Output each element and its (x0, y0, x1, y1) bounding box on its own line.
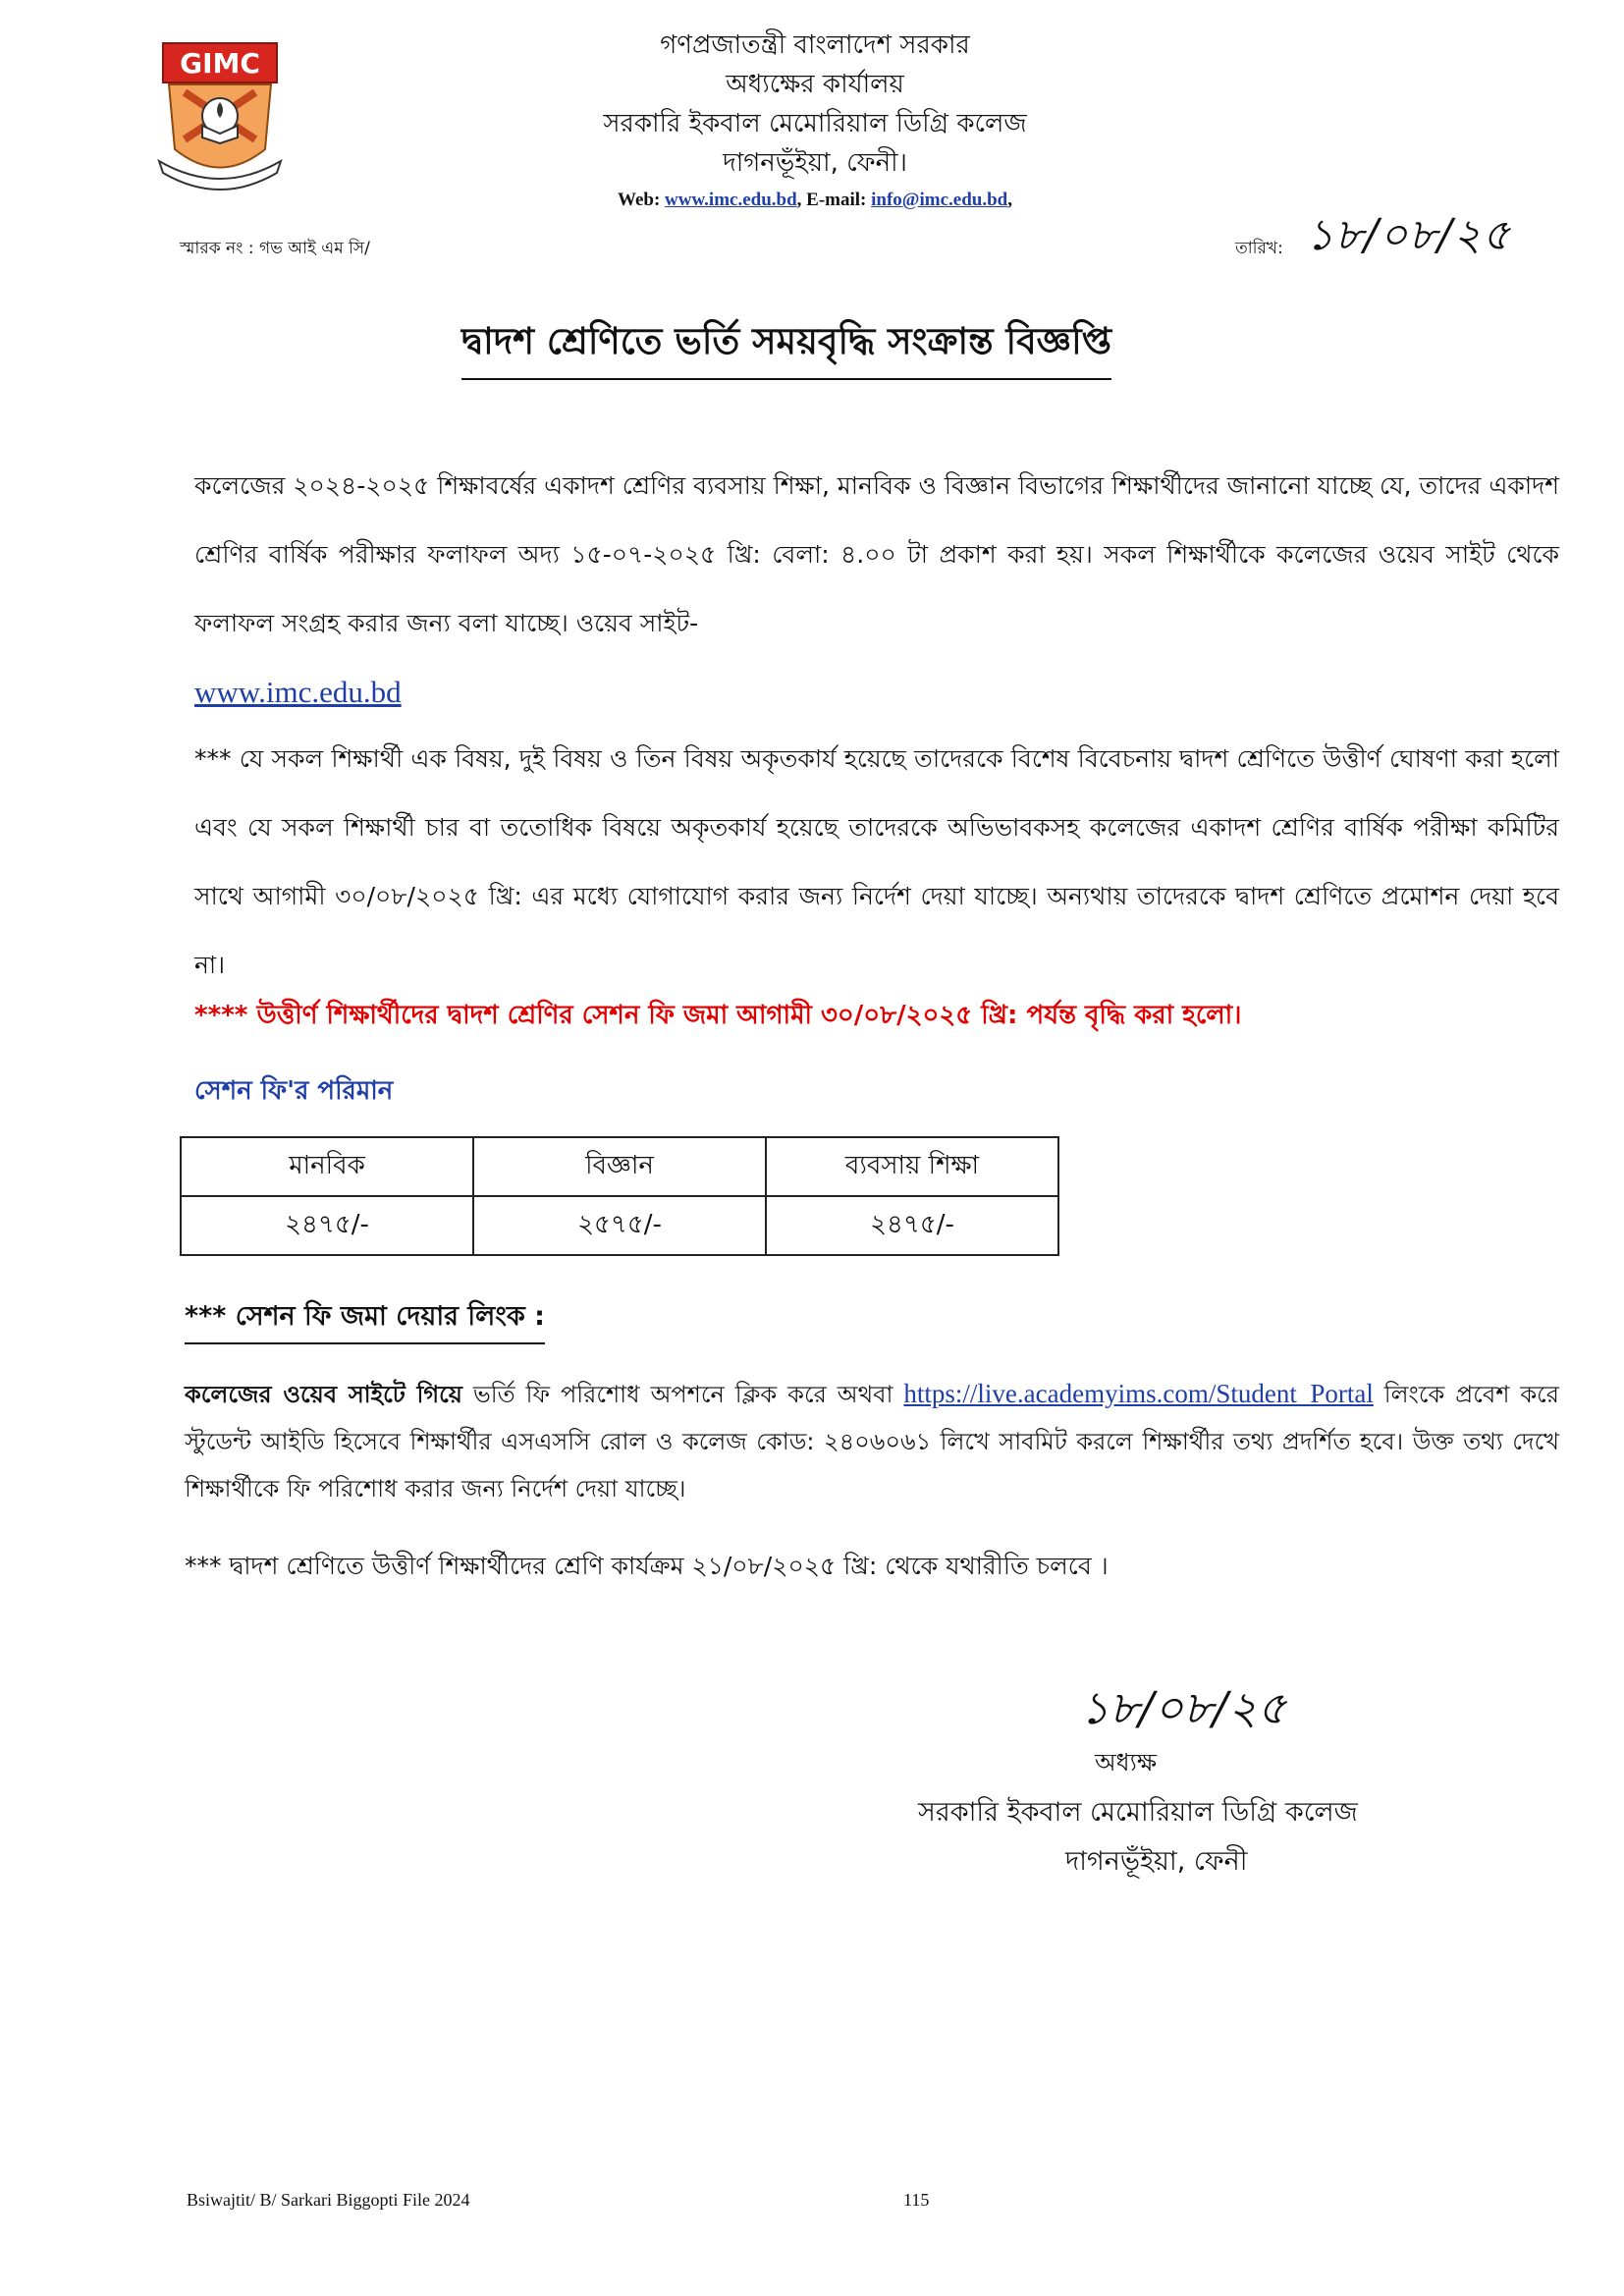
payment-intro: কলেজের ওয়েব সাইটে গিয়ে (185, 1381, 462, 1408)
file-reference: Bsiwajtit/ B/ Sarkari Biggopti File 2024 (187, 2190, 470, 2210)
college-crest-icon (155, 24, 285, 196)
student-portal-link[interactable]: https://live.academyims.com/Student_Portal (903, 1379, 1374, 1408)
letterhead (550, 26, 1080, 214)
fee-table (180, 1136, 1059, 1256)
office-name: অধ্যক্ষের কার্যালয় (726, 70, 904, 99)
signature-place: দাগনভূঁইয়া, ফেনী (1065, 1846, 1248, 1877)
notice-title: দ্বাদশ শ্রেণিতে ভর্তি সময়বৃদ্ধি সংক্রান্ত বিজ্ঞপ্তি (461, 312, 1111, 380)
contact-line (550, 187, 1080, 214)
result-paragraph-text: কলেজের ২০২৪-২০২৫ শিক্ষাবর্ষের একাদশ শ্রেণির ব্যবসায় শিক্ষা, মানবিক ও বিজ্ঞান বিভাগের শিক্ষার্থীদের জানানো যাচ্ছে যে, তাদের একাদশ শ্রেণির বার্ষিক পরীক্ষার ফলাফল অদ্য ১৫-০৭-২০২৫ খ্রি: বেলা: ৪.০০ টা প্রকাশ করা হয়। সকল শিক্ষার্থীকে কলেজের ওয়েব সাইট থেকে ফলাফল সংগ্রহ করার জন্য বলা যাচ্ছে। ওয়েব সাইট- (194, 471, 1559, 637)
payment-link-heading: *** সেশন ফি জমা দেয়ার লিংক : (185, 1296, 545, 1344)
payment-text-before-url: ভর্তি ফি পরিশোধ অপশনে ক্লিক করে অথবা (461, 1381, 904, 1408)
fee-header-business: ব্যবসায় শিক্ষা (766, 1137, 1058, 1196)
class-start-notice: *** দ্বাদশ শ্রেণিতে উত্তীর্ণ শিক্ষার্থীদের শ্রেণি কার্যক্রম ২১/০৮/২০২৫ খ্রি: থেকে যথারীতি চলবে । (185, 1552, 1109, 1580)
fee-amount-label: সেশন ফি'র পরিমান (194, 1076, 394, 1106)
college-logo (155, 24, 285, 196)
email-link[interactable]: info@imc.edu.bd (871, 190, 1008, 210)
principal-signature: ১৮/০৮/২৫ (1080, 1681, 1287, 1734)
principal-title: অধ্যক্ষ (1095, 1748, 1158, 1777)
memo-number: স্মারক নং : গভ আই এম সি/ (180, 239, 370, 258)
email-suffix: , (1007, 190, 1012, 210)
government-name: গণপ্রজাতন্ত্রী বাংলাদেশ সরকার (660, 30, 970, 60)
fee-table-value-row (181, 1196, 1058, 1255)
payment-instructions (185, 1370, 1559, 1512)
result-paragraph (194, 452, 1559, 729)
email-label: , E-mail: (796, 190, 867, 210)
signature-college: সরকারি ইকবাল মেমোরিয়াল ডিগ্রি কলেজ (918, 1797, 1358, 1828)
payment-text-after-url: লিংকে প্রবেশ করে স্টুডেন্ট আইডি হিসেবে শিক্ষার্থীর এসএসসি রোল ও কলেজ কোড: ২৪০৬০৬১ লিখে সাবমিট করলে শিক্ষার্থীর তথ্য প্রদর্শিত হবে। উক্ত তথ্য দেখে শিক্ষার্থীকে ফি পরিশোধ করার জন্য নির্দেশ দেয়া যাচ্ছে। (185, 1381, 1560, 1503)
fee-value-business: ২৪৭৫/- (766, 1196, 1058, 1255)
website-link[interactable]: www.imc.edu.bd (665, 190, 797, 210)
promotion-paragraph: *** যে সকল শিক্ষার্থী এক বিষয়, দুই বিষয় ও তিন বিষয় অকৃতকার্য হয়েছে তাদেরকে বিশেষ বিবেচনায় দ্বাদশ শ্রেণিতে উত্তীর্ণ ঘোষণা করা হলো এবং যে সকল শিক্ষার্থী চার বা ততোধিক বিষয়ে অকৃতকার্য হয়েছে তাদেরকে অভিভাবকসহ কলেজের একাদশ শ্রেণির বার্ষিক পরীক্ষা কমিটির সাথে আগামী ৩০/০৮/২০২৫ খ্রি: এর মধ্যে যোগাযোগ করার জন্য নির্দেশ দেয়া যাচ্ছে। অন্যথায় তাদেরকে দ্বাদশ শ্রেণিতে প্রমোশন দেয়া হবে না। (194, 744, 1559, 979)
fee-deadline-notice: **** উত্তীর্ণ শিক্ষার্থীদের দ্বাদশ শ্রেণির সেশন ফি জমা আগামী ৩০/০৮/২০২৫ খ্রি: পর্যন্ত বৃদ্ধি করা হলো। (194, 1001, 1242, 1030)
college-location: দাগনভূঁইয়া, ফেনী। (723, 148, 907, 178)
date-label: তারিখ: (1235, 239, 1283, 258)
fee-value-science: ২৫৭৫/- (473, 1196, 766, 1255)
web-label: Web: (618, 190, 661, 210)
fee-header-humanities: মানবিক (181, 1137, 473, 1196)
fee-value-humanities: ২৪৭৫/- (181, 1196, 473, 1255)
page-number: 115 (903, 2190, 930, 2210)
handwritten-date: ১৮/০৮/২৫ (1306, 210, 1512, 260)
logo-text: GIMC (180, 47, 260, 80)
college-name: সরকারি ইকবাল মেমোরিয়াল ডিগ্রি কলেজ (603, 109, 1027, 138)
website-link-body[interactable]: www.imc.edu.bd (194, 675, 402, 709)
fee-header-science: বিজ্ঞান (473, 1137, 766, 1196)
fee-table-header-row (181, 1137, 1058, 1196)
